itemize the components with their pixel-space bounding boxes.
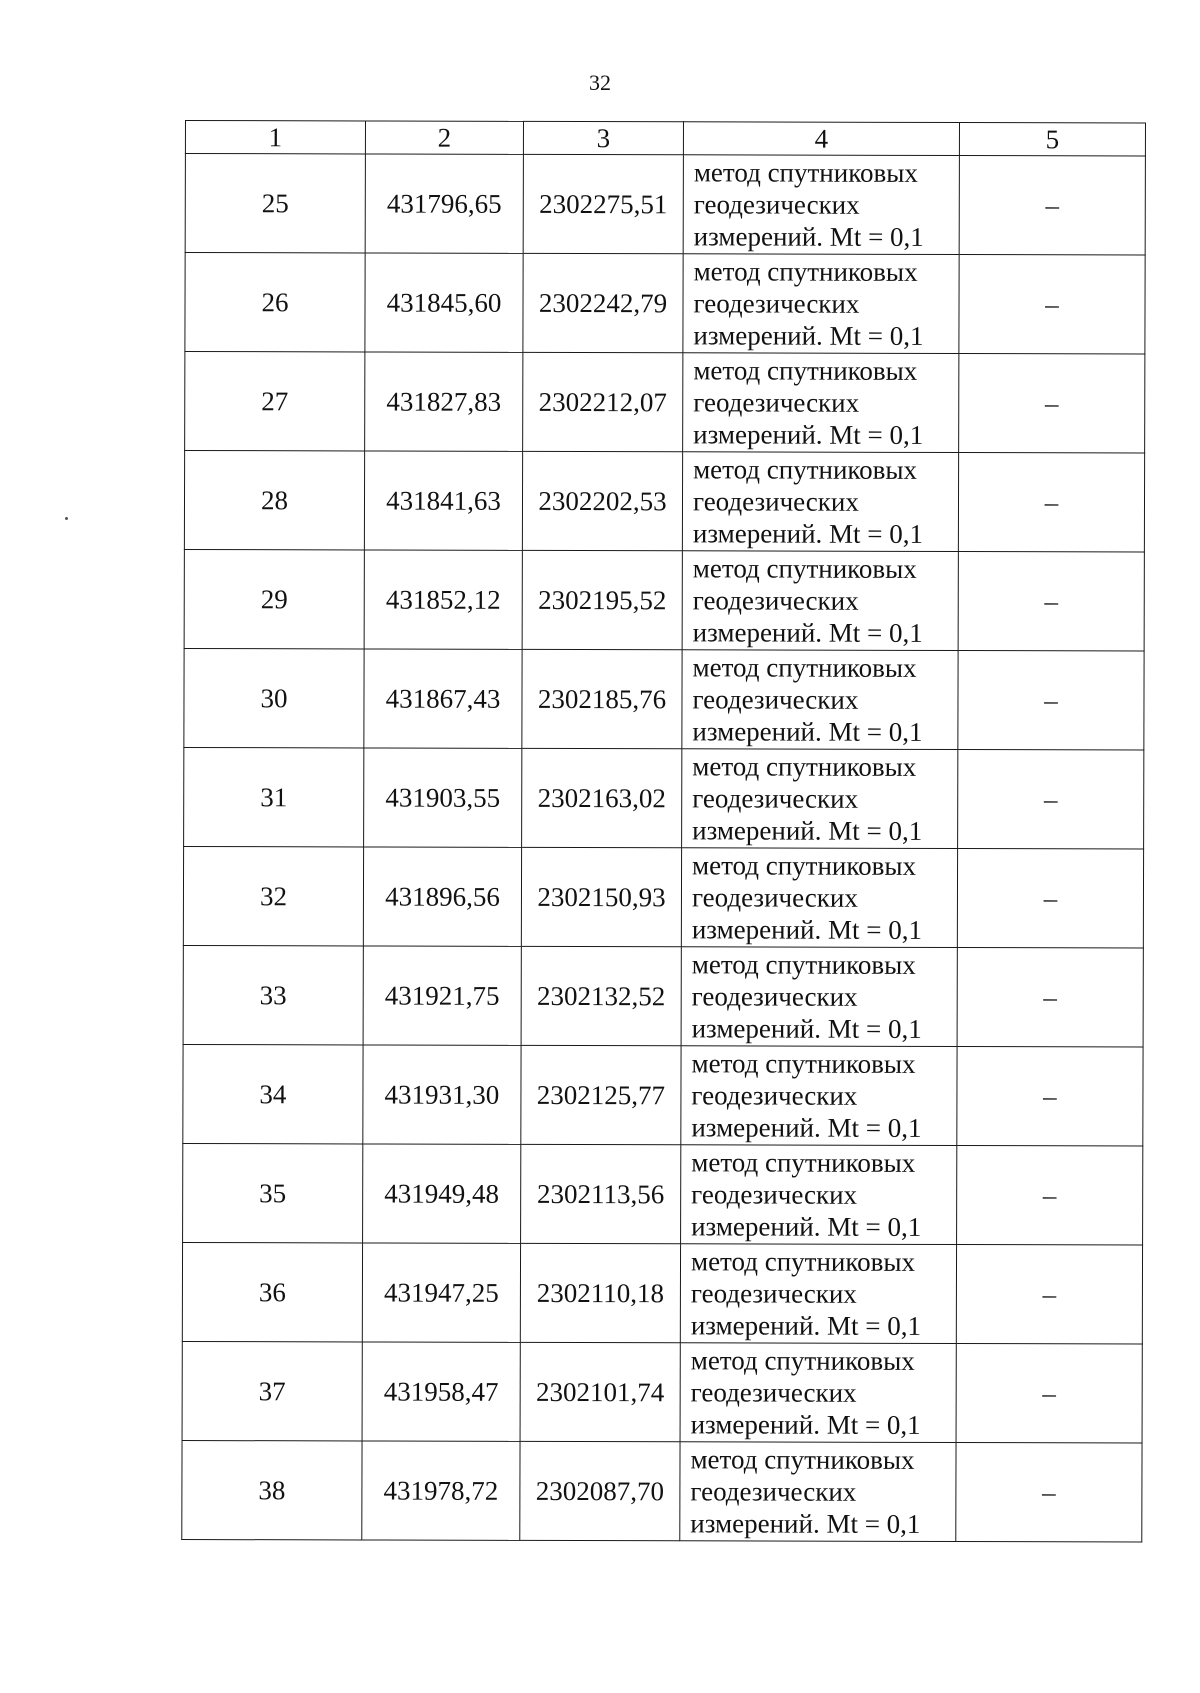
table-row [182, 1440, 1142, 1542]
method-line: измерений. Mt = 0,1 [690, 1409, 921, 1440]
note-cell: – [957, 948, 1143, 1047]
point-number-cell: 37 [182, 1341, 362, 1440]
note-cell: – [959, 156, 1145, 255]
table-row [184, 451, 1144, 553]
method-line: метод спутниковых [691, 1147, 916, 1178]
method-line: геодезических [692, 684, 859, 715]
method-cell [682, 452, 958, 552]
method-line: метод спутниковых [691, 1048, 916, 1079]
point-number-cell: 31 [184, 747, 364, 846]
point-number-cell: 28 [184, 451, 364, 550]
method-cell [681, 848, 957, 948]
note-cell: – [957, 1047, 1143, 1146]
table-row [182, 1242, 1142, 1344]
method-line: измерений. Mt = 0,1 [692, 617, 923, 648]
point-number-cell: 26 [185, 253, 365, 352]
y-coordinate-cell: 2302195,52 [522, 550, 682, 649]
method-line: геодезических [690, 1476, 857, 1507]
point-number-cell: 36 [182, 1242, 362, 1341]
table-row [183, 1044, 1143, 1146]
header-row [185, 121, 1145, 157]
method-line: метод спутниковых [691, 949, 916, 980]
method-line: геодезических [691, 981, 858, 1012]
y-coordinate-cell: 2302087,70 [520, 1441, 680, 1540]
method-cell [682, 551, 958, 651]
x-coordinate-cell: 431841,63 [364, 451, 522, 550]
coordinates-table [181, 120, 1146, 1543]
note-cell: – [956, 1344, 1142, 1443]
table-row [182, 1341, 1142, 1443]
point-number-cell: 38 [182, 1440, 362, 1539]
method-line: измерений. Mt = 0,1 [692, 518, 924, 549]
method-line: геодезических [693, 189, 860, 220]
method-line: измерений. Mt = 0,1 [692, 815, 923, 846]
point-number-cell: 32 [183, 846, 363, 945]
y-coordinate-cell: 2302101,74 [520, 1342, 680, 1441]
x-coordinate-cell: 431958,47 [362, 1342, 520, 1441]
table-row [184, 549, 1144, 651]
method-line: метод спутниковых [692, 850, 917, 881]
method-line: геодезических [693, 288, 860, 319]
method-line: геодезических [692, 783, 859, 814]
note-cell: – [956, 1245, 1142, 1344]
method-line: метод спутниковых [693, 256, 918, 287]
method-line: измерений. Mt = 0,1 [692, 716, 923, 747]
method-line: геодезических [690, 1377, 857, 1408]
point-number-cell: 29 [184, 549, 364, 648]
method-line: измерений. Mt = 0,1 [691, 1211, 922, 1242]
method-line: измерений. Mt = 0,1 [693, 320, 924, 351]
x-coordinate-cell: 431867,43 [364, 649, 522, 748]
y-coordinate-cell: 2302202,53 [522, 451, 682, 550]
x-coordinate-cell: 431852,12 [364, 550, 522, 649]
method-cell [683, 353, 959, 453]
table-row [183, 945, 1143, 1047]
note-cell: – [956, 1443, 1142, 1542]
y-coordinate-cell: 2302185,76 [522, 649, 682, 748]
method-line: метод спутниковых [690, 1246, 916, 1277]
note-cell: – [959, 255, 1145, 354]
y-coordinate-cell: 2302212,07 [523, 352, 683, 451]
method-cell [681, 1145, 957, 1245]
x-coordinate-cell: 431896,56 [363, 847, 521, 946]
table-row [184, 747, 1144, 849]
y-coordinate-cell: 2302110,18 [520, 1243, 680, 1342]
method-cell [680, 1244, 956, 1344]
header-col-5: 5 [959, 123, 1145, 156]
x-coordinate-cell: 431931,30 [363, 1045, 521, 1144]
y-coordinate-cell: 2302113,56 [521, 1144, 681, 1243]
method-line: геодезических [691, 882, 858, 913]
method-cell [682, 749, 958, 849]
header-col-1: 1 [185, 121, 365, 154]
method-line: метод спутниковых [693, 157, 918, 188]
note-cell: – [958, 750, 1144, 849]
table-row [183, 846, 1143, 948]
header-col-4: 4 [683, 122, 959, 156]
note-cell: – [959, 354, 1145, 453]
method-line: метод спутниковых [693, 355, 918, 386]
method-line: метод спутниковых [693, 454, 918, 485]
x-coordinate-cell: 431796,65 [365, 154, 523, 253]
method-line: метод спутниковых [692, 751, 917, 782]
method-line: геодезических [692, 486, 859, 517]
method-cell [683, 254, 959, 354]
y-coordinate-cell: 2302150,93 [521, 847, 681, 946]
table-row [185, 154, 1145, 256]
point-number-cell: 30 [184, 648, 364, 747]
method-cell [683, 155, 959, 255]
x-coordinate-cell: 431827,83 [365, 352, 523, 451]
note-cell: – [958, 651, 1144, 750]
scan-speck [65, 517, 68, 520]
method-line: метод спутниковых [692, 553, 917, 584]
method-line: метод спутниковых [692, 652, 917, 683]
point-number-cell: 35 [183, 1143, 363, 1242]
x-coordinate-cell: 431903,55 [364, 748, 522, 847]
header-col-3: 3 [523, 121, 683, 154]
method-line: измерений. Mt = 0,1 [690, 1310, 922, 1341]
x-coordinate-cell: 431921,75 [363, 946, 521, 1045]
table-row [185, 352, 1145, 454]
table-body [182, 154, 1146, 1543]
table-row [185, 253, 1145, 355]
point-number-cell: 33 [183, 945, 363, 1044]
note-cell: – [958, 552, 1144, 651]
point-number-cell: 27 [185, 352, 365, 451]
table-row [183, 1143, 1143, 1245]
method-cell [680, 1442, 956, 1542]
x-coordinate-cell: 431949,48 [363, 1144, 521, 1243]
note-cell: – [957, 849, 1143, 948]
x-coordinate-cell: 431947,25 [362, 1243, 520, 1342]
method-line: геодезических [690, 1278, 857, 1309]
page-number: 32 [589, 70, 611, 95]
method-line: измерений. Mt = 0,1 [690, 1508, 921, 1539]
method-line: измерений. Mt = 0,1 [691, 914, 923, 945]
y-coordinate-cell: 2302242,79 [523, 253, 683, 352]
point-number-cell: 25 [185, 154, 365, 253]
method-line: измерений. Mt = 0,1 [691, 1112, 922, 1143]
method-line: метод спутниковых [690, 1345, 915, 1376]
method-cell [680, 1343, 956, 1443]
table-header [185, 121, 1145, 157]
x-coordinate-cell: 431978,72 [362, 1441, 520, 1540]
method-line: геодезических [691, 1179, 858, 1210]
method-line: геодезических [692, 585, 859, 616]
y-coordinate-cell: 2302125,77 [521, 1045, 681, 1144]
method-line: измерений. Mt = 0,1 [691, 1013, 922, 1044]
y-coordinate-cell: 2302132,52 [521, 946, 681, 1045]
method-line: геодезических [691, 1080, 858, 1111]
y-coordinate-cell: 2302163,02 [522, 748, 682, 847]
y-coordinate-cell: 2302275,51 [523, 154, 683, 253]
note-cell: – [957, 1146, 1143, 1245]
method-line: геодезических [693, 387, 860, 418]
method-cell [681, 947, 957, 1047]
table-row [184, 648, 1144, 750]
method-cell [681, 1046, 957, 1146]
method-line: метод спутниковых [690, 1444, 915, 1475]
method-line: измерений. Mt = 0,1 [693, 221, 924, 252]
note-cell: – [958, 453, 1144, 552]
method-line: измерений. Mt = 0,1 [693, 419, 924, 450]
method-cell [682, 650, 958, 750]
x-coordinate-cell: 431845,60 [365, 253, 523, 352]
point-number-cell: 34 [183, 1044, 363, 1143]
header-col-2: 2 [365, 121, 523, 154]
